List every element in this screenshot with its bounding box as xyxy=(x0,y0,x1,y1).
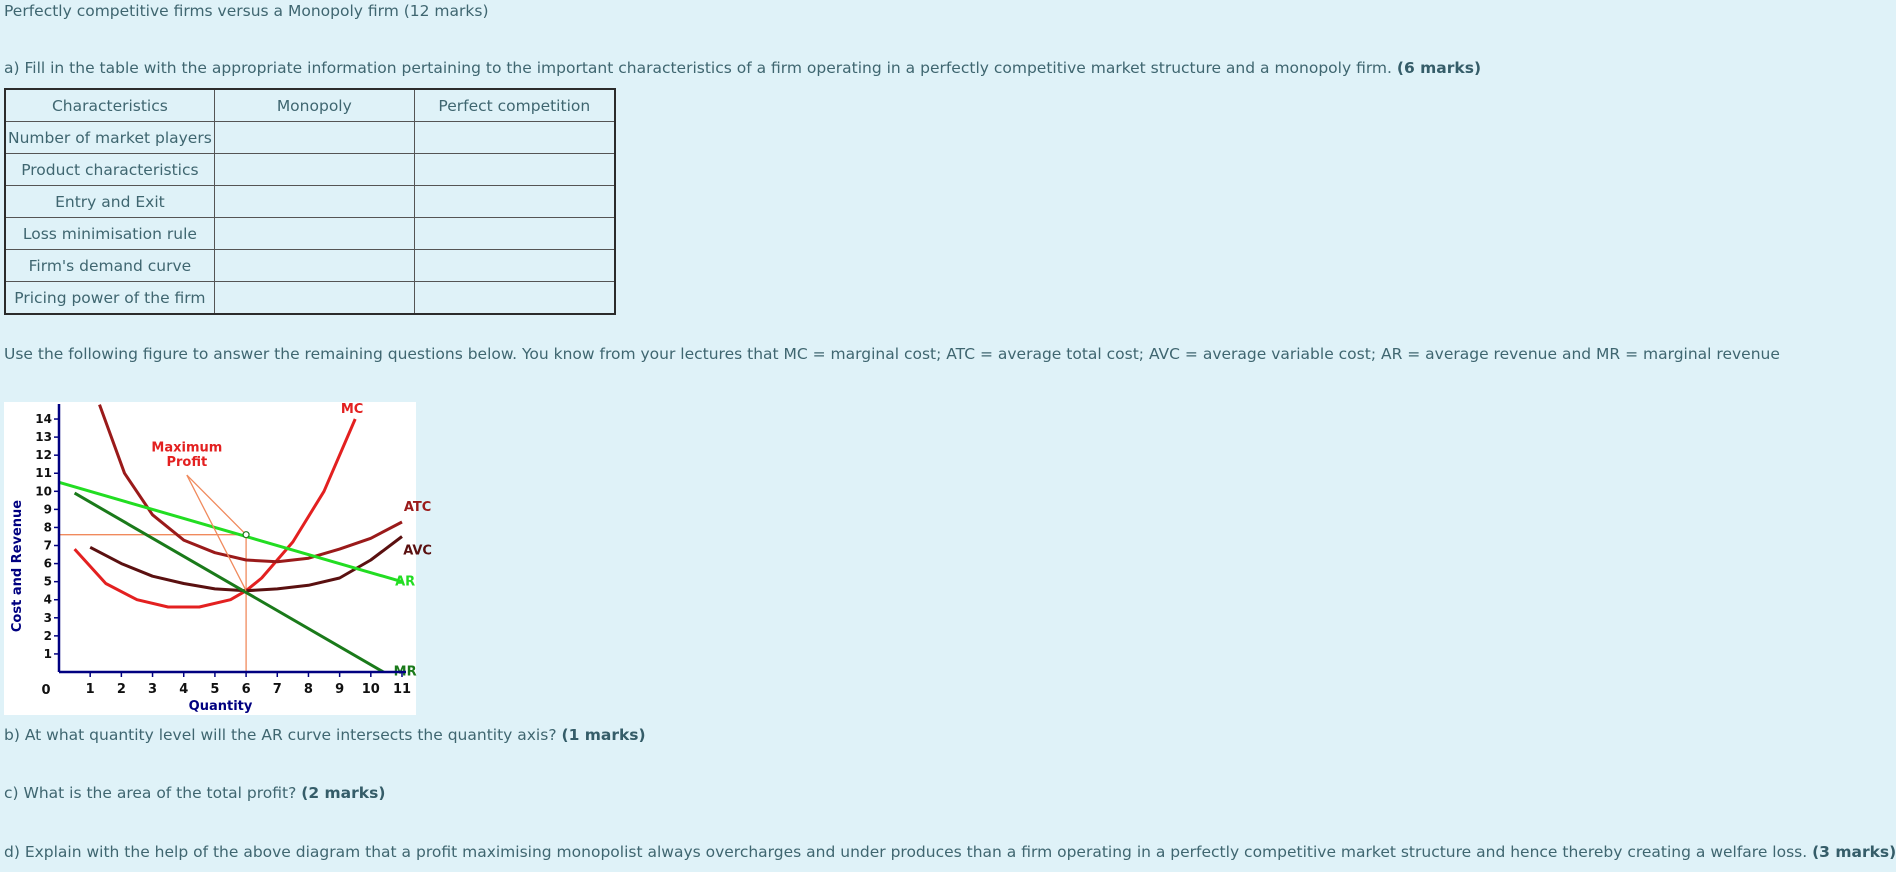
header-monopoly: Monopoly xyxy=(214,89,414,122)
page-title: Perfectly competitive firms versus a Monopoly firm (12 marks) xyxy=(4,2,489,20)
x-tick-label: 1 xyxy=(85,682,95,697)
origin-label: 0 xyxy=(41,683,51,698)
y-axis-title: Cost and Revenue xyxy=(10,499,25,633)
series-label-mr: MR xyxy=(393,664,417,680)
series-label-atc: ATC xyxy=(403,500,432,516)
figure-intro: Use the following figure to answer the remaining questions below. You know from your lectures that MC = marginal cost; ATC = average total cost; AVC = average variable cost; AR = average revenue and MR = marginal revenue xyxy=(4,345,1780,363)
x-tick-label: 11 xyxy=(392,682,412,697)
y-tick-label: 6 xyxy=(43,556,52,571)
y-tick-label: 10 xyxy=(35,484,52,499)
y-tick-label: 4 xyxy=(43,592,52,607)
y-tick-label: 14 xyxy=(35,412,52,427)
x-tick-label: 5 xyxy=(210,682,220,697)
series-ar-line xyxy=(59,482,402,581)
perfect-competition-cell[interactable] xyxy=(414,282,615,315)
header-characteristics: Characteristics xyxy=(5,89,214,122)
header-perfect-competition: Perfect competition xyxy=(414,89,615,122)
perfect-competition-cell[interactable] xyxy=(414,186,615,218)
question-a-text: a) Fill in the table with the appropriate information pertaining to the important characteristics of a firm operating in a perfectly competitive market structure and a monopoly firm. xyxy=(4,59,1397,77)
question-d-marks: (3 marks) xyxy=(1812,843,1896,861)
x-tick-label: 10 xyxy=(361,682,380,697)
row-label: Number of market players xyxy=(5,122,214,154)
y-tick-label: 13 xyxy=(35,430,52,445)
table-row xyxy=(5,186,615,218)
table-row xyxy=(5,122,615,154)
perfect-competition-cell[interactable] xyxy=(414,218,615,250)
y-tick-label: 7 xyxy=(43,538,52,553)
y-tick-label: 8 xyxy=(43,520,52,535)
table-row xyxy=(5,250,615,282)
question-a xyxy=(4,59,1481,77)
x-axis-title: Quantity xyxy=(188,699,253,714)
question-c-marks: (2 marks) xyxy=(301,784,386,802)
row-label: Pricing power of the firm xyxy=(5,282,214,315)
table-header-row xyxy=(5,89,615,122)
question-c xyxy=(4,784,385,802)
annotation-label-line1: Maximum xyxy=(151,440,223,456)
monopoly-cell[interactable] xyxy=(214,218,414,250)
series-label-ar: AR xyxy=(395,574,416,590)
x-tick-label: 7 xyxy=(272,682,282,697)
perfect-competition-cell[interactable] xyxy=(414,154,615,186)
question-b-text: b) At what quantity level will the AR curve intersects the quantity axis? xyxy=(4,726,562,744)
x-tick-label: 6 xyxy=(241,682,251,697)
table-row xyxy=(5,282,615,315)
annotation-arrow-right xyxy=(187,475,246,535)
x-tick-label: 3 xyxy=(148,682,158,697)
y-tick-label: 2 xyxy=(43,628,52,643)
profit-max-point xyxy=(243,532,249,538)
x-tick-label: 2 xyxy=(116,682,126,697)
question-d xyxy=(4,843,1896,861)
series-mr-line xyxy=(75,493,402,683)
y-tick-label: 1 xyxy=(43,646,52,661)
table-row xyxy=(5,154,615,186)
question-d-text: d) Explain with the help of the above diagram that a profit maximising monopolist always overcharges and under produces than a firm operating in a perfectly competitive market structure and hence thereby creating a welfare loss. xyxy=(4,843,1813,861)
monopoly-cell[interactable] xyxy=(214,122,414,154)
x-tick-label: 4 xyxy=(179,682,189,697)
row-label: Firm's demand curve xyxy=(5,250,214,282)
series-label-avc: AVC xyxy=(403,543,432,559)
y-tick-label: 12 xyxy=(35,448,52,463)
y-tick-label: 5 xyxy=(43,574,52,589)
monopoly-cell[interactable] xyxy=(214,154,414,186)
perfect-competition-cell[interactable] xyxy=(414,250,615,282)
question-b xyxy=(4,726,646,744)
x-tick-label: 8 xyxy=(303,682,313,697)
perfect-competition-cell[interactable] xyxy=(414,122,615,154)
y-tick-label: 11 xyxy=(35,466,52,481)
cost-revenue-figure xyxy=(4,402,432,715)
cost-revenue-chart xyxy=(4,402,432,715)
question-a-marks: (6 marks) xyxy=(1396,59,1482,77)
question-c-text: c) What is the area of the total profit? xyxy=(4,784,302,802)
annotation-label-line2: Profit xyxy=(166,455,208,471)
row-label: Loss minimisation rule xyxy=(5,218,214,250)
y-tick-label: 3 xyxy=(43,610,52,625)
row-label: Product characteristics xyxy=(5,154,214,186)
x-tick-label: 9 xyxy=(335,682,345,697)
question-b-marks: (1 marks) xyxy=(561,726,646,744)
series-label-mc: MC xyxy=(340,402,364,418)
characteristics-table xyxy=(4,88,616,315)
monopoly-cell[interactable] xyxy=(214,186,414,218)
y-tick-label: 9 xyxy=(43,502,52,517)
table-row xyxy=(5,218,615,250)
monopoly-cell[interactable] xyxy=(214,282,414,315)
monopoly-cell[interactable] xyxy=(214,250,414,282)
row-label: Entry and Exit xyxy=(5,186,214,218)
